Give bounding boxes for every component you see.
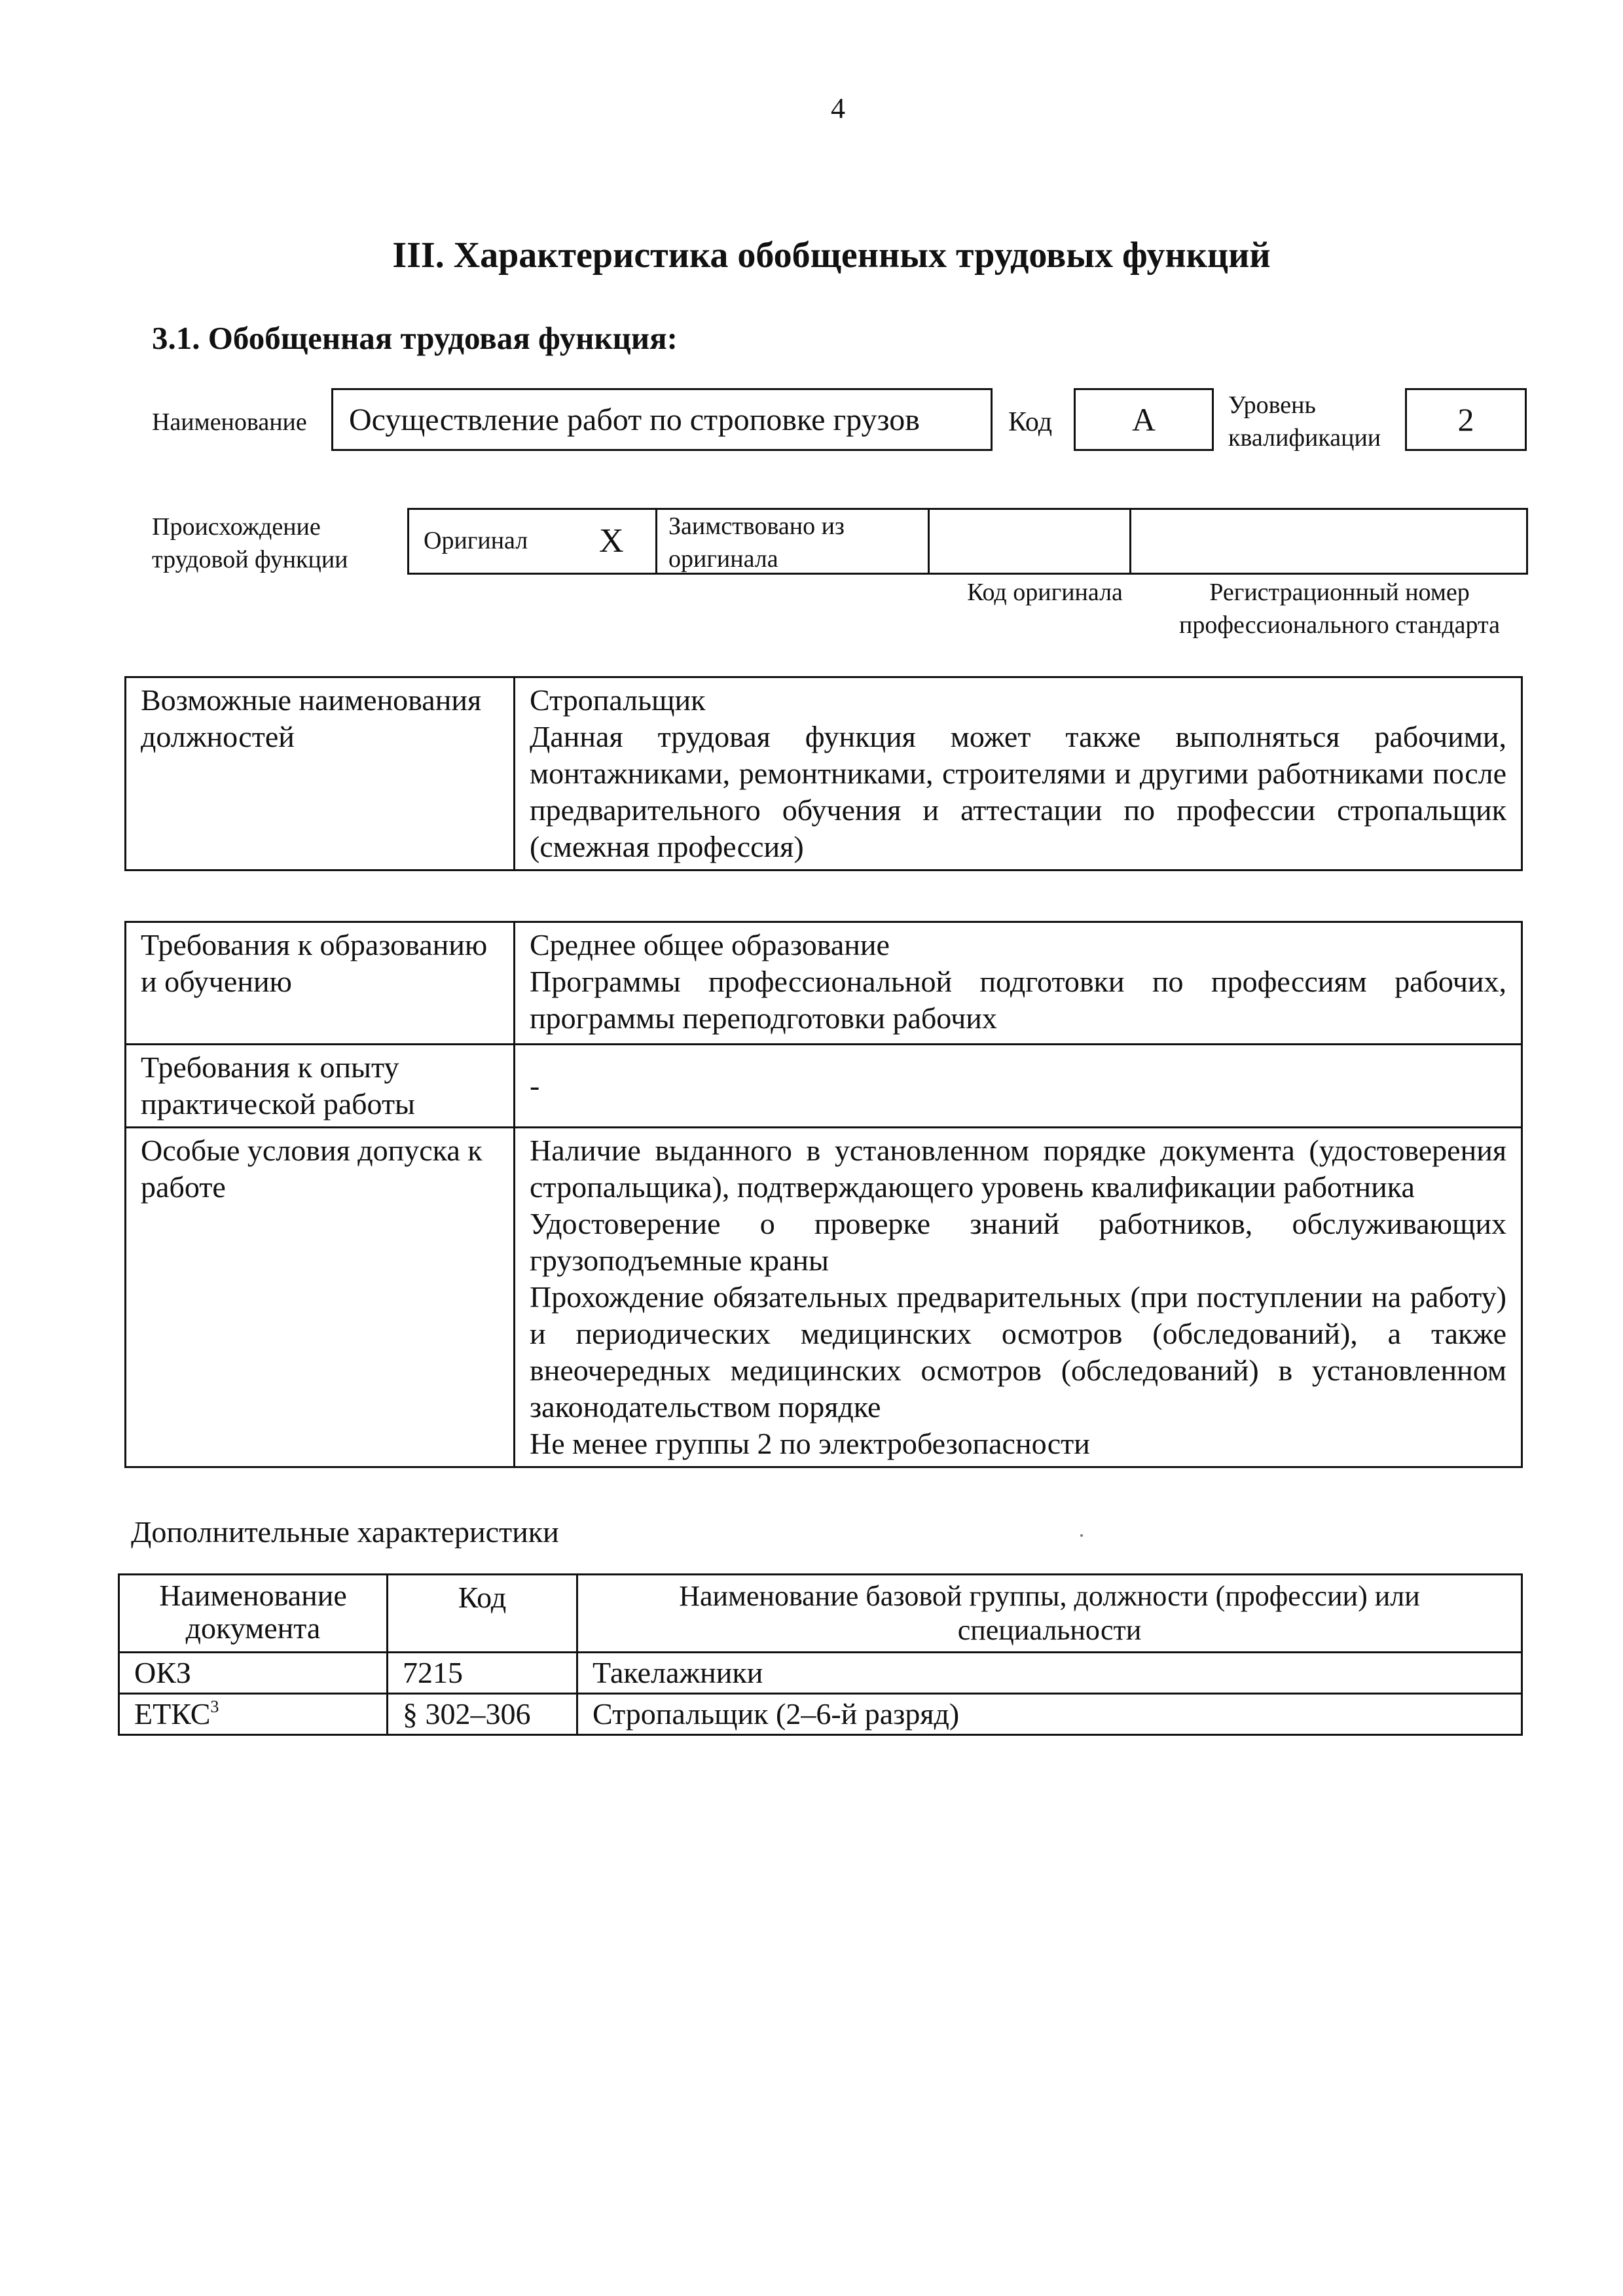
code-cell: § 302–306: [388, 1694, 577, 1735]
admission-line: Наличие выданного в установленном порядке документа (удостоверения стропальщика), подтверждающего уровень квалификации работника: [530, 1134, 1506, 1204]
doc-cell: ОКЗ: [119, 1653, 388, 1694]
header-doc: [119, 1575, 388, 1653]
name-label: Наименование: [152, 408, 307, 436]
admission-content: [515, 1128, 1522, 1467]
origin-divider: [1129, 508, 1131, 575]
education-content: [515, 922, 1522, 1045]
positions-table: [124, 676, 1523, 871]
additional-title: Дополнительные характеристики: [131, 1515, 559, 1549]
original-label: Оригинал: [424, 527, 528, 554]
positions-content: [515, 677, 1522, 870]
header-code: Код: [388, 1575, 577, 1653]
footnote-ref: 3: [210, 1697, 219, 1716]
admission-line: Прохождение обязательных предварительных (при поступлении на работу) и периодических медицинских осмотров (обследований), а также внеочередных медицинских осмотров (обследований) в установленном законодательством порядке: [530, 1280, 1506, 1424]
education-line: Среднее общее образование: [530, 928, 890, 961]
education-label: Требования к образованию и обучению: [126, 922, 515, 1045]
position-title: Стропальщик: [530, 683, 706, 717]
table-row: [126, 1128, 1522, 1467]
experience-value: -: [515, 1045, 1522, 1128]
header-name: Наименование базовой группы, должности (профессии) или специальности: [577, 1575, 1522, 1653]
doc-cell-text: ЕТКС: [134, 1697, 211, 1731]
name-cell: Такелажники: [577, 1653, 1522, 1694]
original-mark: X: [599, 522, 624, 560]
origin-table: [407, 508, 1528, 575]
scan-speck: [1080, 1534, 1083, 1537]
borrowed-label: Заимствовано из оригинала: [668, 512, 845, 573]
function-name-field: Осуществление работ по строповке грузов: [331, 388, 993, 451]
original-code-label: Код оригинала: [967, 579, 1123, 606]
positions-label: Возможные наименования должностей: [126, 677, 515, 870]
table-row: [126, 1045, 1522, 1128]
origin-divider: [655, 508, 657, 575]
doc-cell: [119, 1694, 388, 1735]
code-cell: 7215: [388, 1653, 577, 1694]
table-row: [126, 677, 1522, 870]
qualification-level-label: Уровень квалификации: [1228, 391, 1381, 452]
table-header-row: [119, 1575, 1522, 1653]
name-cell: Стропальщик (2–6-й разряд): [577, 1694, 1522, 1735]
additional-table: [118, 1573, 1523, 1736]
positions-description: Данная трудовая функция может также выполняться рабочими, монтажниками, ремонтниками, строителями и другими работниками после предварительного обучения и аттестации по профессии стропальщик (смежная профессия): [530, 720, 1506, 863]
education-line: Программы профессиональной подготовки по профессиям рабочих, программы переподготовки рабочих: [530, 965, 1506, 1035]
registration-number-label: Регистрационный номер профессионального стандарта: [1179, 579, 1500, 639]
code-field: А: [1074, 388, 1214, 451]
qualification-level-field: 2: [1405, 388, 1527, 451]
admission-line: Не менее группы 2 по электробезопасности: [530, 1427, 1090, 1460]
experience-label: Требования к опыту практической работы: [126, 1045, 515, 1128]
origin-label: Происхождение трудовой функции: [152, 513, 348, 573]
origin-divider: [928, 508, 930, 575]
admission-line: Удостоверение о проверке знаний работников, обслуживающих грузоподъемные краны: [530, 1207, 1506, 1277]
table-row: [119, 1653, 1522, 1694]
table-row: [119, 1694, 1522, 1735]
header-doc-text: Наименование документа: [159, 1579, 347, 1645]
requirements-table: [124, 921, 1523, 1468]
section-title: III. Характеристика обобщенных трудовых функций: [392, 235, 1271, 276]
subsection-title: 3.1. Обобщенная трудовая функция:: [152, 320, 678, 356]
admission-label: Особые условия допуска к работе: [126, 1128, 515, 1467]
page-number: 4: [831, 92, 845, 124]
code-label: Код: [1008, 407, 1053, 437]
table-row: [126, 922, 1522, 1045]
